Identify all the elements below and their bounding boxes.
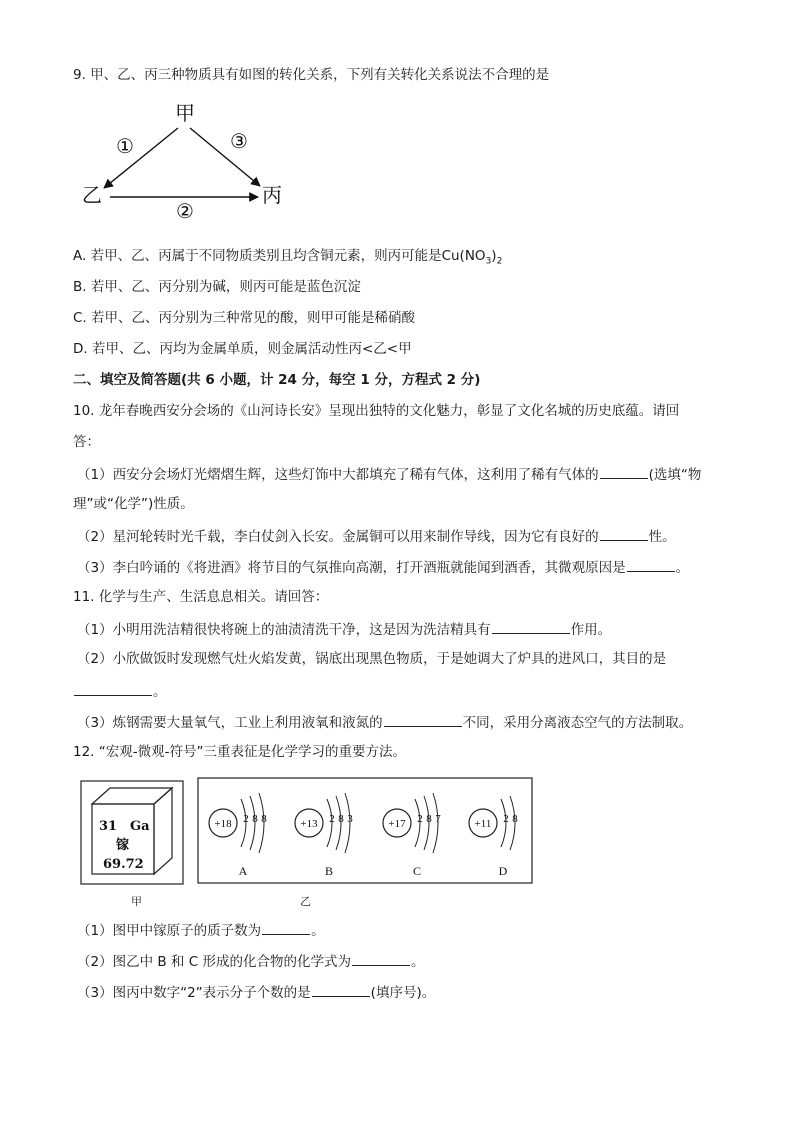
q10-part2: （2）星河轮转时光千载，李白仗剑入长安。金属铜可以用来制作导线，因为它有良好的 性。 <box>77 526 676 546</box>
atom-label: B <box>324 864 334 878</box>
element-mass: 69.72 <box>103 857 144 872</box>
q12-part3: （3）图丙中数字“2”表示分子个数的是 (填序号)。 <box>77 982 435 1002</box>
cube-top <box>92 788 172 804</box>
q11-part2: （2）小欣做饭时发现燃气灶火焰发黄，锅底出现黑色物质，于是她调大了炉具的进风口，其目的是 <box>77 651 667 667</box>
atom-nucleus-charge: +18 <box>214 818 232 830</box>
diagram-bing-label: 丙 <box>262 183 282 207</box>
diagram-circled-2: ② <box>176 199 194 223</box>
figure-label-jia: 甲 <box>131 895 142 908</box>
q11-part3: （3）炼钢需要大量氧气，工业上利用液氧和液氮的 不同，采用分离液态空气的方法制取。 <box>77 712 692 732</box>
atom-nucleus-charge: +17 <box>388 818 406 830</box>
diagram-jia-label: 甲 <box>175 101 195 125</box>
diagram-yi-label: 乙 <box>82 183 102 207</box>
answer-blank[interactable] <box>600 526 648 541</box>
atom-nucleus-charge: +13 <box>300 818 318 830</box>
cube-side <box>154 788 172 874</box>
electron-count: 2 <box>329 813 335 825</box>
q10-stem-line2: 答： <box>73 434 100 450</box>
electron-count: 7 <box>435 813 441 825</box>
q12-part1: （1）图甲中镓原子的质子数为 。 <box>77 920 325 940</box>
electron-count: 3 <box>347 813 353 825</box>
atom-C <box>383 793 441 878</box>
q9-option-d: D. 若甲、乙、丙均为金属单质，则金属活动性丙<乙<甲 <box>73 341 412 357</box>
element-atomic-number: 31 <box>99 819 118 834</box>
answer-blank[interactable] <box>492 619 570 634</box>
q9-option-b: B. 若甲、乙、丙分别为碱，则丙可能是蓝色沉淀 <box>73 279 361 295</box>
answer-blank[interactable] <box>74 681 152 696</box>
electron-count: 8 <box>252 813 258 825</box>
q9-stem: 9. 甲、乙、丙三种物质具有如图的转化关系，下列有关转化关系说法不合理的是 <box>73 67 550 83</box>
atom-label: D <box>498 864 508 878</box>
answer-blank[interactable] <box>312 982 370 997</box>
atom-label: A <box>238 864 248 878</box>
q10-part1: （1）西安分会场灯光熠熠生辉，这些灯饰中大都填充了稀有气体，这利用了稀有气体的 (选填“物 <box>77 464 701 484</box>
element-name: 镓 <box>116 838 130 853</box>
q9-option-c: C. 若甲、乙、丙分别为三种常见的酸，则甲可能是稀硝酸 <box>73 310 416 326</box>
figure-label-yi: 乙 <box>300 895 311 908</box>
answer-blank[interactable] <box>352 951 410 966</box>
atom-B <box>295 793 353 878</box>
answer-blank[interactable] <box>600 464 648 479</box>
q12-part2: （2）图乙中 B 和 C 形成的化合物的化学式为 。 <box>77 951 424 971</box>
electron-count: 2 <box>503 813 509 825</box>
electron-count: 8 <box>338 813 344 825</box>
electron-count: 2 <box>243 813 249 825</box>
diagram-circled-1: ① <box>116 134 134 158</box>
q10-stem-line1: 10. 龙年春晚西安分会场的《山河诗长安》呈现出独特的文化魅力，彰显了文化名城的历史底蕴。请回 <box>73 403 680 419</box>
element-card-figure <box>80 780 186 890</box>
q10-part3: （3）李白吟诵的《将进酒》将节目的气氛推向高潮，打开酒瓶就能闻到酒香，其微观原因是 。 <box>77 557 689 577</box>
q11-part1: （1）小明用洗洁精很快将碗上的油渍清洗干净，这是因为洗洁精具有 作用。 <box>77 619 611 639</box>
answer-blank[interactable] <box>384 712 462 727</box>
answer-blank[interactable] <box>627 557 675 572</box>
atom-nucleus-charge: +11 <box>474 818 492 830</box>
electron-count: 8 <box>426 813 432 825</box>
atom-structures-figure <box>197 777 535 887</box>
atom-label: C <box>412 864 422 878</box>
electron-count: 2 <box>417 813 423 825</box>
q12-stem: 12. “宏观-微观-符号”三重表征是化学学习的重要方法。 <box>73 744 406 760</box>
q9-option-a: A. 若甲、乙、丙属于不同物质类别且均含铜元素，则丙可能是$Cu(NO_3)_2$ <box>73 248 503 267</box>
atom-D <box>469 796 518 878</box>
electron-count: 8 <box>261 813 267 825</box>
diagram-circled-3: ③ <box>230 129 248 153</box>
q11-part2-cont: 。 <box>73 681 167 701</box>
q11-stem: 11. 化学与生产、生活息息相关。请回答： <box>73 589 329 605</box>
answer-blank[interactable] <box>262 920 310 935</box>
atom-A <box>209 793 267 878</box>
arrow-3 <box>190 128 260 186</box>
q9-triangle-diagram <box>78 96 288 226</box>
element-symbol: Ga <box>130 819 150 834</box>
section-2-title: 二、填空及简答题(共 6 小题，计 24 分，每空 1 分，方程式 2 分) <box>73 372 481 388</box>
electron-count: 8 <box>512 813 518 825</box>
q10-part1-cont: 理”或“化学”)性质。 <box>73 496 194 512</box>
